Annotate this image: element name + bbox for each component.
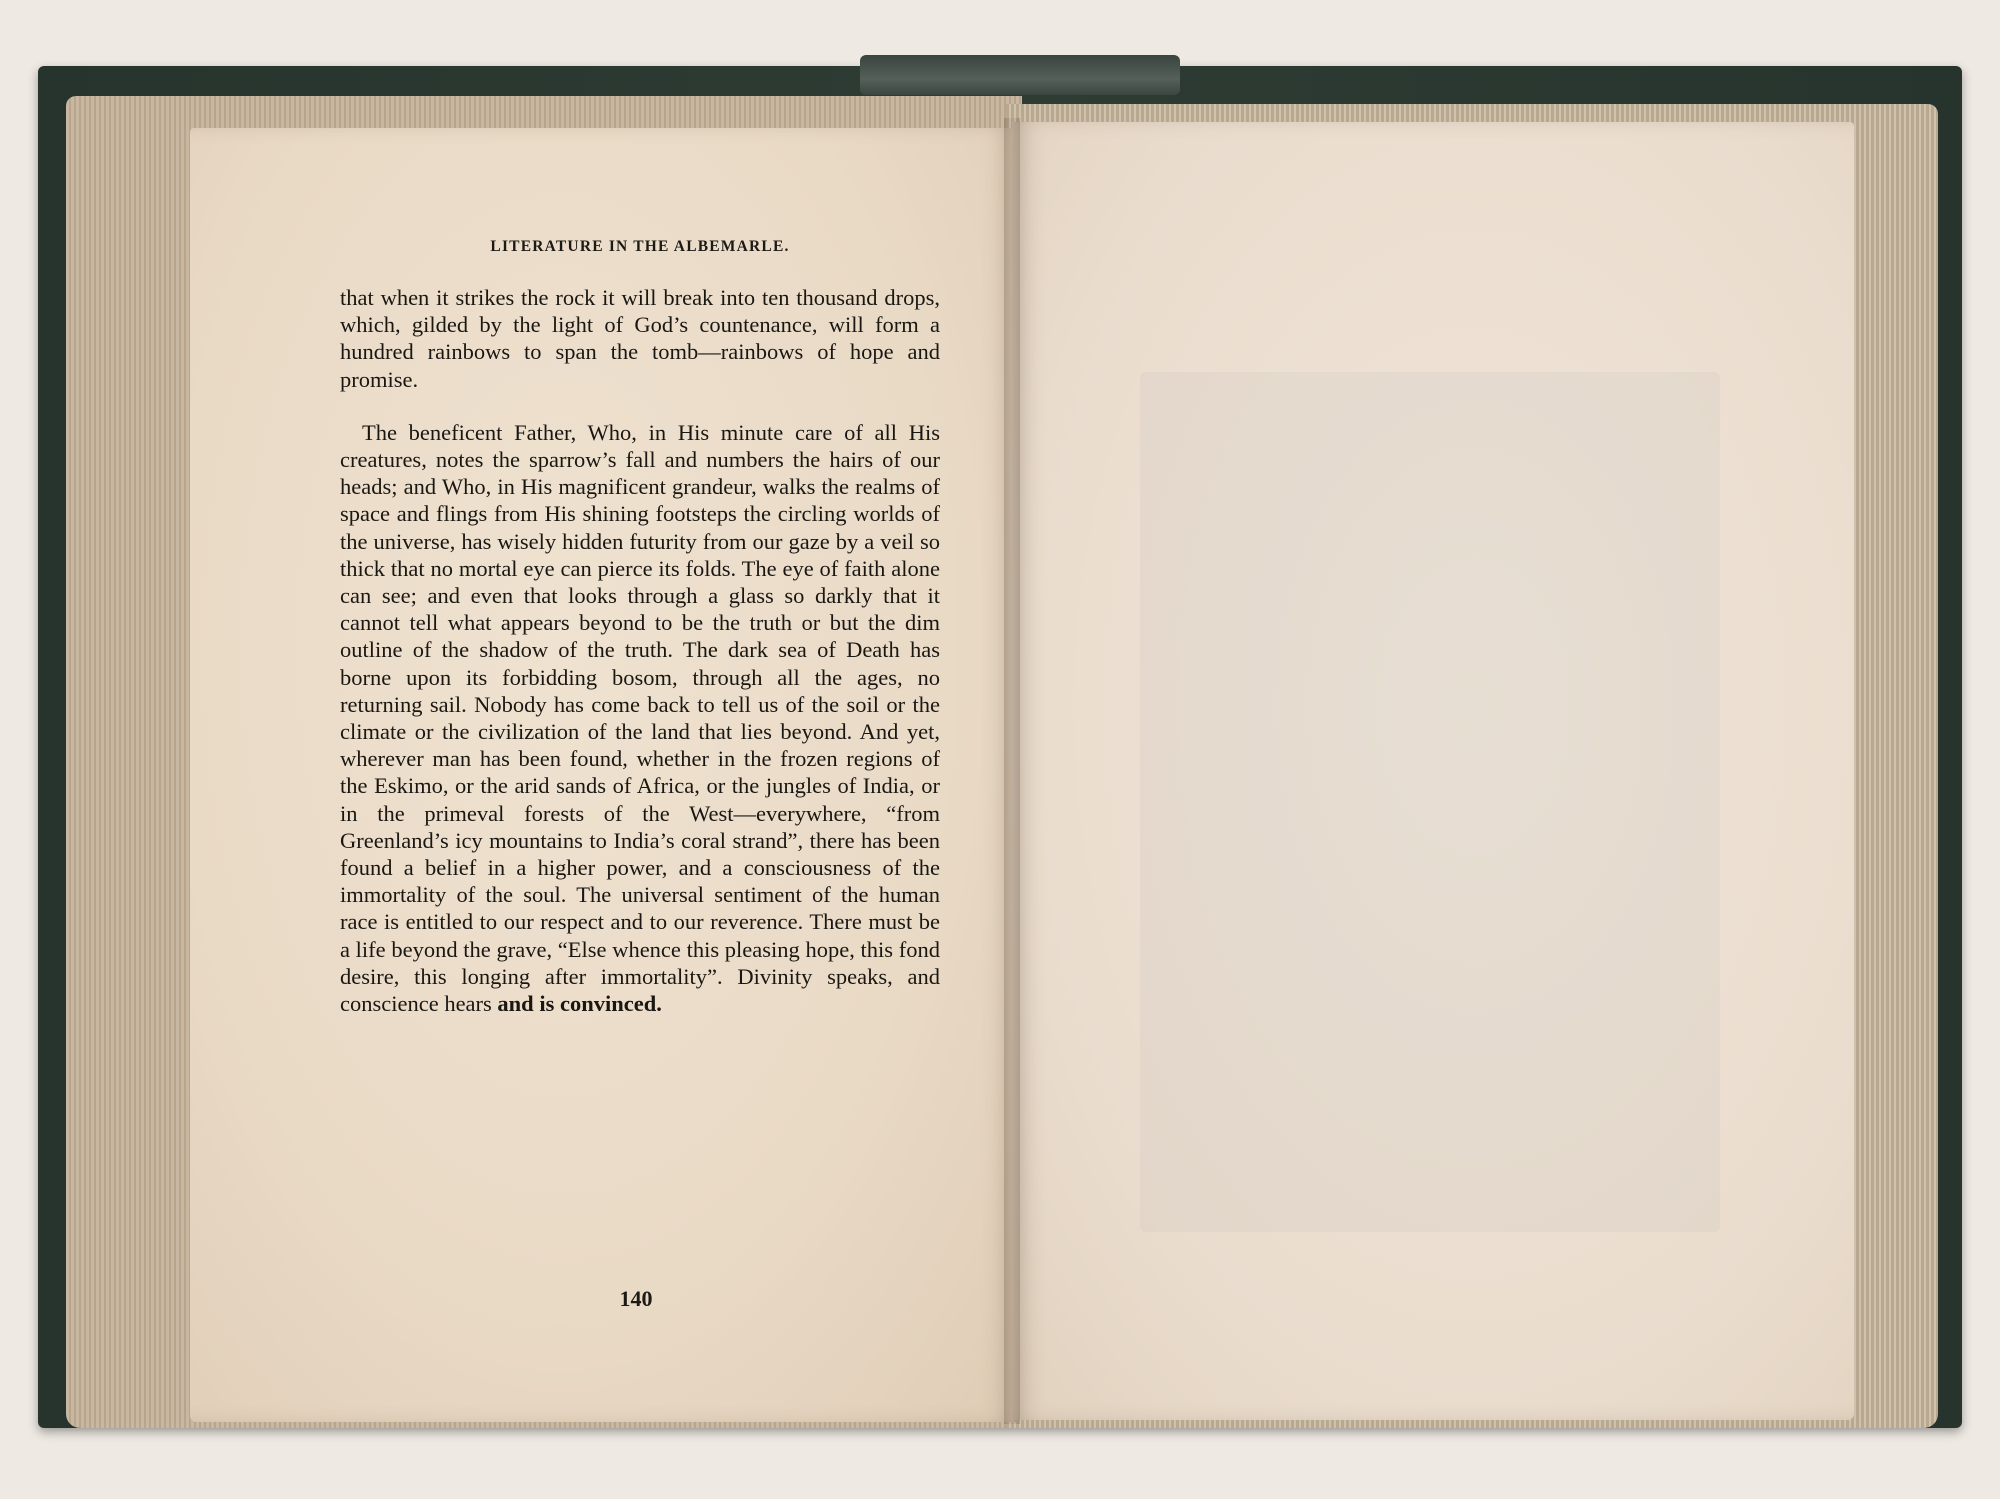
paragraph-main	[340, 419, 940, 1017]
page-body	[340, 284, 940, 1017]
running-head: LITERATURE IN THE ALBEMARLE.	[490, 238, 790, 255]
paragraph-continuation: that when it strikes the rock it will break into ten thousand drops, which, gilded by the light of God’s countenance, will form a hundred rainbows to span the tomb—rainbows of hope and promise.	[340, 285, 940, 392]
page-number: 140	[619, 1286, 653, 1311]
paragraph-main-text: The beneficent Father, Who, in His minute care of all His creatures, notes the sparrow’s fall and numbers the hairs of our heads; and Who, in His magnificent grandeur, walks the realms of space and flings from His shining footsteps the circling worlds of the universe, has wisely hidden futurity from our gaze by a veil so thick that no mortal eye can pierce its folds. The eye of faith alone can see; and even that looks through a glass so darkly that it cannot tell what appears beyond to be the truth or but the dim outline of the shadow of the truth. The dark sea of Death has borne upon its forbidding bosom, through all the ages, no returning sail. Nobody has come back to tell us of the soil or the climate or the civilization of the land that lies beyond. And yet, wherever man has been found, whether in the frozen regions of the Eskimo, or the arid sands of Africa, or the jungles of India, or in the primeval forests of the West—everywhere, “from Greenland’s icy mountains to India’s coral strand”, there has been found a belief in a higher power, and a consciousness of the immortality of the soul. The universal sentiment of the human race is entitled to our respect and to our reverence. There must be a life beyond the grave, “Else whence this pleasing hope, this fond desire, this longing after immortality”. Divinity speaks, and conscience hears	[340, 419, 940, 1017]
book-spine	[860, 55, 1180, 95]
paragraph-closing: and is convinced.	[497, 991, 662, 1017]
show-through-shadow	[1140, 372, 1720, 1232]
book-gutter	[1004, 118, 1020, 1424]
